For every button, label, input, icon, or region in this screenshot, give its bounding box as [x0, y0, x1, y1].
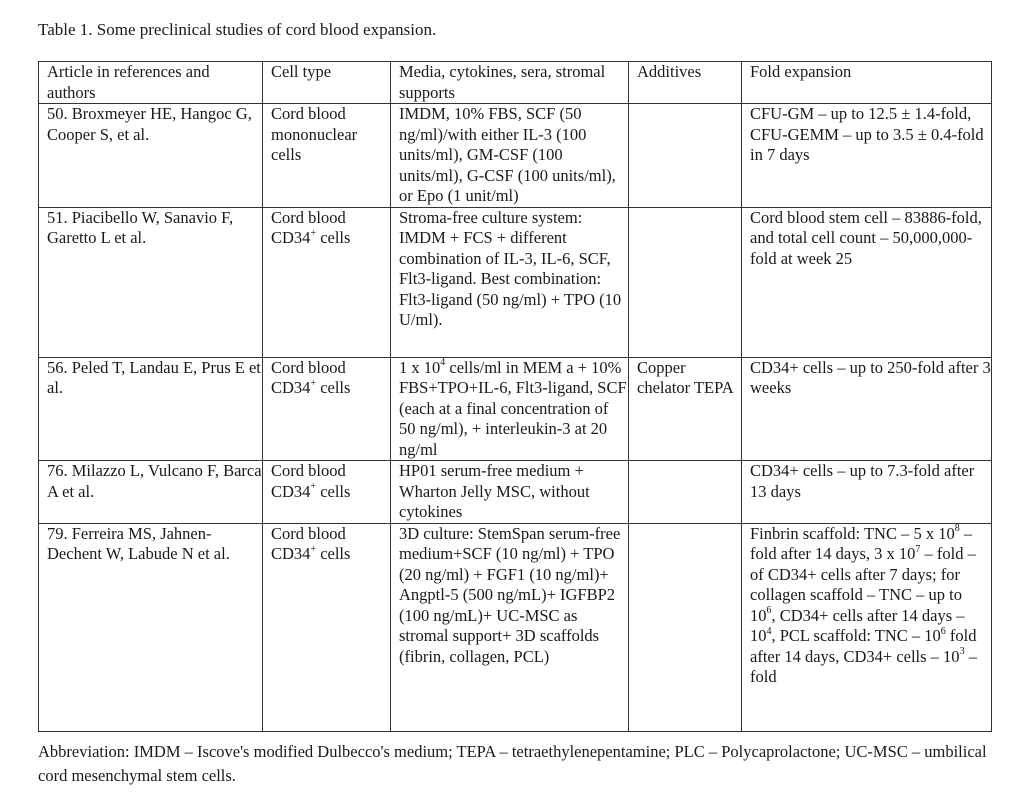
studies-table	[38, 61, 992, 732]
cell-media: IMDM, 10% FBS, SCF (50 ng/ml)/with either IL-3 (100 units/ml), GM-CSF (100 units/ml), G-CSF (100 units/ml), or Epo (1 unit/ml)	[391, 104, 629, 208]
header-media: Media, cytokines, sera, stromal supports	[391, 62, 629, 104]
cell-article: 50. Broxmeyer HE, Hangoc G, Cooper S, et al.	[39, 104, 263, 208]
table-footnote: Abbreviation: IMDM – Iscove's modified Dulbecco's medium; TEPA – tetraethylenepentamine; PLC – Polycaprolactone; UC-MSC – umbilical cord mesenchymal stem cells.	[38, 742, 987, 785]
cell-media: 1 x $10^4$ cells/ml in MEM a + 10% FBS+TPO+IL-6, Flt3-ligand, SCF (each at a final concentration of 50 ng/ml), + interleukin-3 at 20 ng/ml	[391, 357, 629, 461]
cell-article: 56. Peled T, Landau E, Prus E et al.	[39, 357, 263, 461]
table-row	[39, 461, 992, 524]
cell-additives: Copper chelator TEPA	[629, 357, 742, 461]
table-header-row	[39, 62, 992, 104]
table-row	[39, 104, 992, 208]
cell-article: 76. Milazzo L, Vulcano F, Barca A et al.	[39, 461, 263, 524]
cell-additives	[629, 207, 742, 357]
cell-cell-type: Cord blood CD34+ cells	[263, 523, 391, 731]
cell-cell-type: Cord blood CD34+ cells	[263, 207, 391, 357]
header-additives: Additives	[629, 62, 742, 104]
table-row	[39, 357, 992, 461]
cell-media: HP01 serum-free medium + Wharton Jelly MSC, without cytokines	[391, 461, 629, 524]
cell-media: 3D culture: StemSpan serum-free medium+SCF (10 ng/ml) + TPO (20 ng/ml) + FGF1 (10 ng/ml)+ Angptl-5 (500 ng/mL)+ IGFBP2 (100 ng/mL)+ UC-MSC as stromal support+ 3D scaffolds (fibrin, collagen, PCL)	[391, 523, 629, 731]
cell-cell-type: Cord blood CD34+ cells	[263, 357, 391, 461]
cell-fold: CFU-GM – up to 12.5 ± 1.4-fold, CFU-GEMM – up to 3.5 ± 0.4-fold in 7 days	[742, 104, 992, 208]
cell-article: 51. Piacibello W, Sanavio F, Garetto L et al.	[39, 207, 263, 357]
table-row	[39, 207, 992, 357]
table-caption: Table 1. Some preclinical studies of cord blood expansion.	[38, 20, 437, 39]
cell-cell-type: Cord blood mononuclear cells	[263, 104, 391, 208]
cell-article: 79. Ferreira MS, Jahnen-Dechent W, Labude N et al.	[39, 523, 263, 731]
cell-fold: Cord blood stem cell – 83886-fold, and total cell count – 50,000,000-fold at week 25	[742, 207, 992, 357]
cell-additives	[629, 523, 742, 731]
cell-additives	[629, 104, 742, 208]
cell-additives	[629, 461, 742, 524]
cell-fold: CD34+ cells – up to 250-fold after 3 weeks	[742, 357, 992, 461]
cell-cell-type: Cord blood CD34+ cells	[263, 461, 391, 524]
header-fold: Fold expansion	[742, 62, 992, 104]
cell-fold: CD34+ cells – up to 7.3-fold after 13 days	[742, 461, 992, 524]
header-article: Article in references and authors	[39, 62, 263, 104]
table-row	[39, 523, 992, 731]
cell-media: Stroma-free culture system: IMDM + FCS + different combination of IL-3, IL-6, SCF, Flt3-ligand. Best combination: Flt3-ligand (50 ng/ml) + TPO (10 U/ml).	[391, 207, 629, 357]
cell-fold: Finbrin scaffold: TNC – 5 x $10^8$ – fold after 14 days, 3 x $10^7$ – fold – of CD34+ cells after 7 days; for collagen scaffold – TNC – up to $10^6$, CD34+ cells after 14 days – $10^4$, PCL scaffold: TNC – $10^6$ fold after 14 days, CD34+ cells – $10^3$ – fold	[742, 523, 992, 731]
header-cell-type: Cell type	[263, 62, 391, 104]
